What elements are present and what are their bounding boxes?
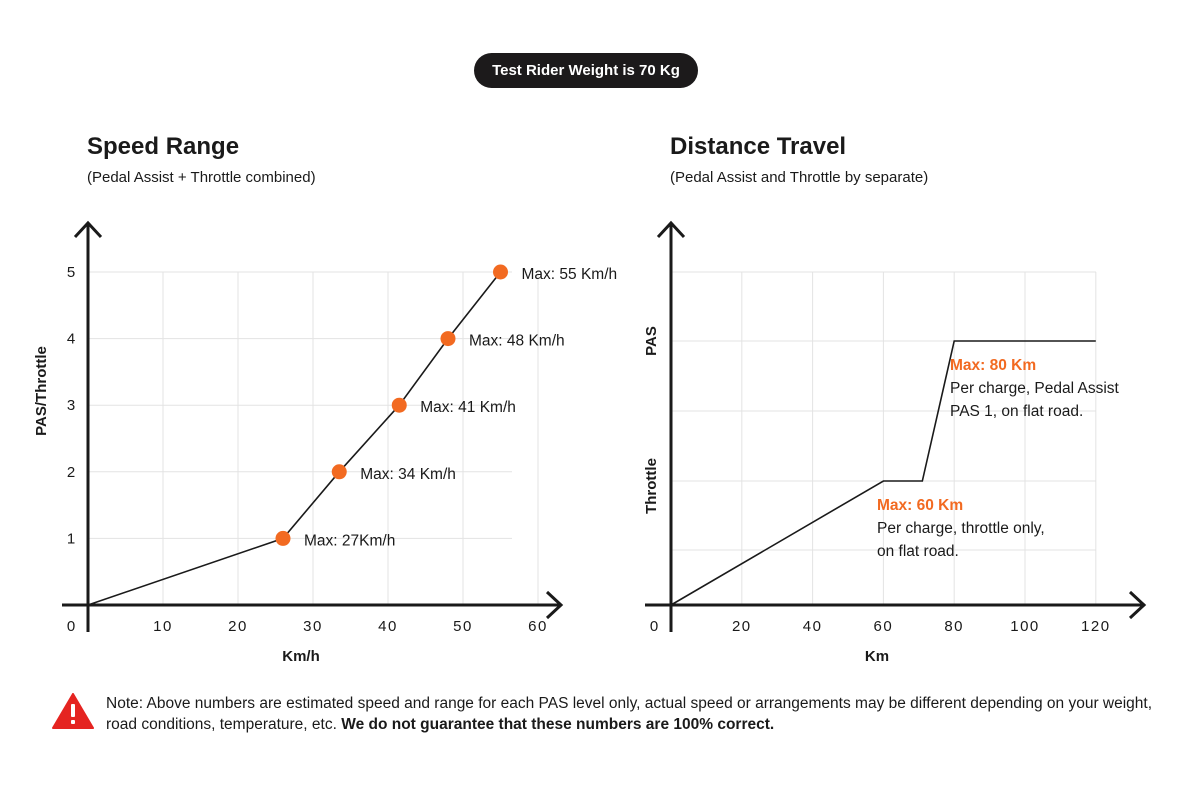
speed-y-tick-label: 4 xyxy=(66,330,76,348)
speed-data-point xyxy=(493,265,508,280)
distance-x-axis-title: Km xyxy=(864,648,890,665)
speed-data-label: Max: 41 Km/h xyxy=(420,399,516,417)
distance-annotation-line: Per charge, throttle only, xyxy=(877,520,1045,537)
rider-weight-badge: Test Rider Weight is 70 Kg xyxy=(474,53,698,88)
note-text: Note: Above numbers are estimated speed and range for each PAS level only, actual speed or arrangements may be different depending on your weight, road conditions, temperature, etc. xyxy=(106,695,1153,733)
speed-data-point xyxy=(392,398,407,413)
speed-data-point xyxy=(332,464,347,479)
distance-y-category-throttle: Throttle xyxy=(643,458,660,514)
note-bold-text: We do not guarantee that these numbers are 100% correct. xyxy=(341,716,775,733)
warning-icon xyxy=(52,693,94,729)
speed-x-tick-label: 40 xyxy=(378,618,398,635)
distance-annotation-line: Per charge, Pedal Assist xyxy=(950,380,1119,397)
distance-annotation-line: PAS 1, on flat road. xyxy=(950,403,1084,420)
speed-series-line xyxy=(88,272,501,605)
speed-x-tick-label: 50 xyxy=(453,618,473,635)
speed-x-axis-title: Km/h xyxy=(282,648,320,665)
distance-chart-subtitle: (Pedal Assist and Throttle by separate) xyxy=(670,169,929,186)
distance-origin-label: 0 xyxy=(649,618,659,635)
speed-y-tick-label: 1 xyxy=(66,530,76,548)
speed-y-axis-title: PAS/Throttle xyxy=(33,346,50,436)
distance-annotation-heading: Max: 60 Km xyxy=(877,497,964,514)
speed-chart-title: Speed Range xyxy=(87,133,240,160)
distance-x-tick-label: 120 xyxy=(1081,618,1111,635)
speed-y-tick-label: 3 xyxy=(66,397,76,415)
speed-chart-subtitle: (Pedal Assist + Throttle combined) xyxy=(87,169,316,186)
distance-x-tick-label: 80 xyxy=(944,618,965,635)
speed-y-tick-label: 5 xyxy=(66,264,76,281)
speed-x-tick-label: 60 xyxy=(528,618,548,635)
distance-chart-title: Distance Travel xyxy=(670,133,847,160)
speed-data-label: Max: 55 Km/h xyxy=(521,266,618,283)
speed-x-tick-label: 20 xyxy=(228,618,248,635)
distance-annotation-heading: Max: 80 Km xyxy=(950,357,1037,374)
distance-annotation-line: on flat road. xyxy=(877,543,959,560)
disclaimer-note xyxy=(106,693,1186,735)
distance-x-tick-label: 20 xyxy=(731,618,752,635)
speed-data-label: Max: 34 Km/h xyxy=(360,465,456,483)
distance-y-category-pas: PAS xyxy=(643,326,660,356)
distance-x-tick-label: 40 xyxy=(802,618,823,635)
speed-data-label: Max: 27Km/h xyxy=(304,532,396,550)
speed-origin-label: 0 xyxy=(66,618,76,635)
distance-x-tick-label: 60 xyxy=(873,618,894,635)
speed-x-tick-label: 10 xyxy=(153,618,173,635)
speed-y-tick-label: 2 xyxy=(66,463,76,481)
distance-x-tick-label: 100 xyxy=(1010,618,1040,635)
speed-x-tick-label: 30 xyxy=(303,618,323,635)
speed-data-label: Max: 48 Km/h xyxy=(469,332,565,350)
speed-data-point xyxy=(276,531,291,546)
speed-data-point xyxy=(441,331,456,346)
